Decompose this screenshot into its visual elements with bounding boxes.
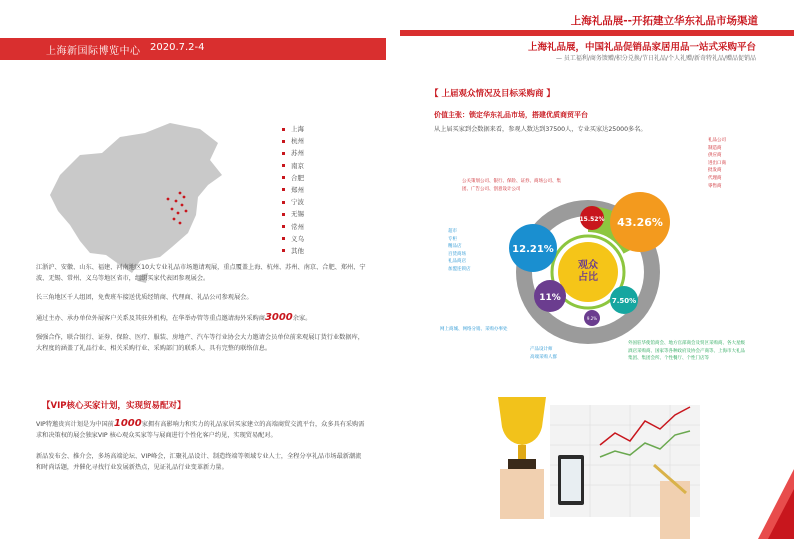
audience-label-item: 零售商	[708, 183, 722, 189]
city-item	[282, 233, 304, 245]
city-name: 杭州	[291, 137, 304, 146]
pct-red: 15.52%	[579, 216, 605, 223]
audience-section-title: 【 上届观众情况及目标采购商 】	[430, 89, 555, 99]
bullet-icon	[282, 188, 285, 191]
city-item	[282, 160, 304, 172]
city-name: 其他	[291, 246, 304, 255]
corner-decoration	[758, 469, 794, 539]
paragraph-overseas	[36, 312, 366, 324]
vip-section-title: 【VIP核心买家计划，实现贸易配对】	[42, 401, 186, 411]
audience-label-item: 礼品商店	[448, 259, 466, 265]
pct-blue: 12.21%	[512, 244, 554, 255]
city-item	[282, 147, 304, 159]
audience-label-item: 进出口商	[708, 160, 726, 166]
overseas-suffix: 余家。	[292, 315, 312, 322]
audience-label-item: 超市	[448, 229, 457, 234]
vip-text-rest: 家拥有高影响力和实力的礼品家居买家建立的高端商贸交流平台，众多具有采购需求和决策权的展会独家VIP 核心观众买家等与展商进行个性化客户约见，实现贸易配对。	[36, 421, 365, 439]
hand-right	[660, 481, 690, 539]
label-right-list	[708, 137, 726, 190]
audience-label-item: 代理商	[708, 175, 722, 181]
bullet-icon	[282, 225, 285, 228]
city-name: 无锡	[291, 210, 304, 219]
center-label-2: 占比	[578, 272, 598, 283]
city-item	[282, 208, 304, 220]
city-item	[282, 196, 304, 208]
paragraph-events: 新品发布会、推介会，多场高端论坛、VIP峰会，汇聚礼品设计、制造终端等领域专业人士，全程分享礼品市场最新潮流和时尚话题，并催化寻找行业发展新热点，见证礼品行业变革新力量。	[36, 453, 362, 471]
overseas-text: 通过主办、承办单位外展客户关系及其驻外机构，在华举办管等重点邀请海外采购商	[36, 315, 265, 322]
trophy-base	[508, 459, 536, 469]
center-label-1: 观众	[578, 260, 598, 271]
bullet-icon	[282, 176, 285, 179]
city-item	[282, 172, 304, 184]
city-item	[282, 135, 304, 147]
venue-label: 上海新国际博览中心	[46, 46, 141, 57]
city-item	[282, 245, 304, 257]
label-bottom: 产品设计师 高端采购人群	[530, 347, 557, 360]
city-name: 上海	[291, 125, 304, 133]
paragraph-coverage: 江浙沪、安徽、山东、福建、河南地区10大专业礼品市场邀请观展，重点覆盖上海、杭州、苏州、南京、合肥、郑州、宁波、无锡、常州、义乌等地区省市，组织买家代表团参观展会。	[36, 264, 366, 282]
city-name: 南京	[291, 161, 304, 170]
city-name: 合肥	[291, 173, 304, 182]
hand-left	[500, 469, 544, 519]
bullet-icon	[282, 201, 285, 204]
bullet-icon	[282, 140, 285, 143]
header-rule	[400, 30, 794, 36]
pct-purple: 11%	[539, 293, 561, 303]
paragraph-vip	[36, 418, 366, 441]
bullet-icon	[282, 128, 285, 131]
city-name: 苏州	[291, 149, 304, 158]
pct-small: 9.2%	[586, 316, 598, 321]
audience-label-item: 供应商	[708, 153, 722, 159]
pct-orange: 43.26%	[617, 216, 663, 229]
city-item	[282, 184, 304, 196]
paragraph-partners: 强强合作，联合银行、证券、保险、医疗、服装、房地产、汽车等行业协会大力邀请会员单位前来观展订货行业数据库，大程度的涵盖了礼品行业、相关采购行业、采购部门的联系人，具有完整的联络信息。	[36, 334, 364, 352]
header-title: 上海礼品展--开拓建立华东礼品市场渠道	[570, 15, 758, 27]
city-list	[282, 123, 304, 257]
audience-label-item: 专柜	[448, 236, 457, 242]
bullet-icon	[282, 237, 285, 240]
bullet-icon	[282, 152, 285, 155]
audience-label-item: 批发商	[708, 168, 722, 174]
value-proposition: 价值主张：锁定华东礼品市场，搭建优质商贸平台	[434, 111, 588, 119]
city-name: 常州	[291, 222, 304, 231]
label-bottom-right: 外国驻华使馆商会、地方官部商会及贸区采购商、各大星级酒店采购商、国家等各种政府及协会产商等、上海市大礼品集团、集团会所、个性餐厅、个性门店等	[628, 341, 745, 362]
header-subtitle: 上海礼品展，中国礼品促销品家居用品一站式采购平台	[527, 42, 756, 53]
visitor-stats: 从上届买家到会数据来看，参观人数达到37500人，专业买家达25000多名。	[434, 126, 647, 133]
vip-text: VIP特邀贵宾计划是为中国前	[36, 421, 114, 428]
china-map	[40, 115, 240, 285]
date-label: 2020.7.2-4	[150, 42, 205, 53]
trophy-cup	[498, 397, 546, 445]
label-top: 公关策划公司、银行、保险、证券、商场公司、集团、广告公司、创意设计公司	[462, 179, 561, 192]
city-name: 宁波	[291, 198, 304, 207]
label-bottom-left: 网上商城、网络分销、采购办事处	[440, 327, 508, 332]
label-left-list	[448, 228, 471, 274]
city-name: 义乌	[291, 234, 304, 243]
audience-label-item: 加盟连锁店	[448, 266, 471, 272]
bullet-icon	[282, 213, 285, 216]
city-item	[282, 123, 304, 135]
audience-label-item: 精品店	[448, 244, 462, 250]
paragraph-group-tour: 长三角地区千人组团，免费班车接送优质经销商、代理商、礼品公司参观展会。	[36, 294, 253, 301]
vip-count: 1000	[113, 418, 142, 429]
audience-label-item: 百货商场	[448, 251, 466, 257]
bullet-icon	[282, 249, 285, 252]
audience-label-item: 制造商	[708, 145, 722, 151]
overseas-count: 3000	[264, 312, 293, 323]
city-item	[282, 221, 304, 233]
bullet-icon	[282, 164, 285, 167]
trophy-illustration	[490, 385, 704, 539]
header-tags: — 员工福利/商务馈赠/积分兑换/节日礼品/个人礼赠/新奇特礼品/赠品促销品	[555, 55, 756, 62]
pct-teal: 7.50%	[611, 297, 637, 305]
city-name: 郑州	[291, 185, 304, 194]
audience-label-item: 礼品公司	[708, 138, 726, 143]
